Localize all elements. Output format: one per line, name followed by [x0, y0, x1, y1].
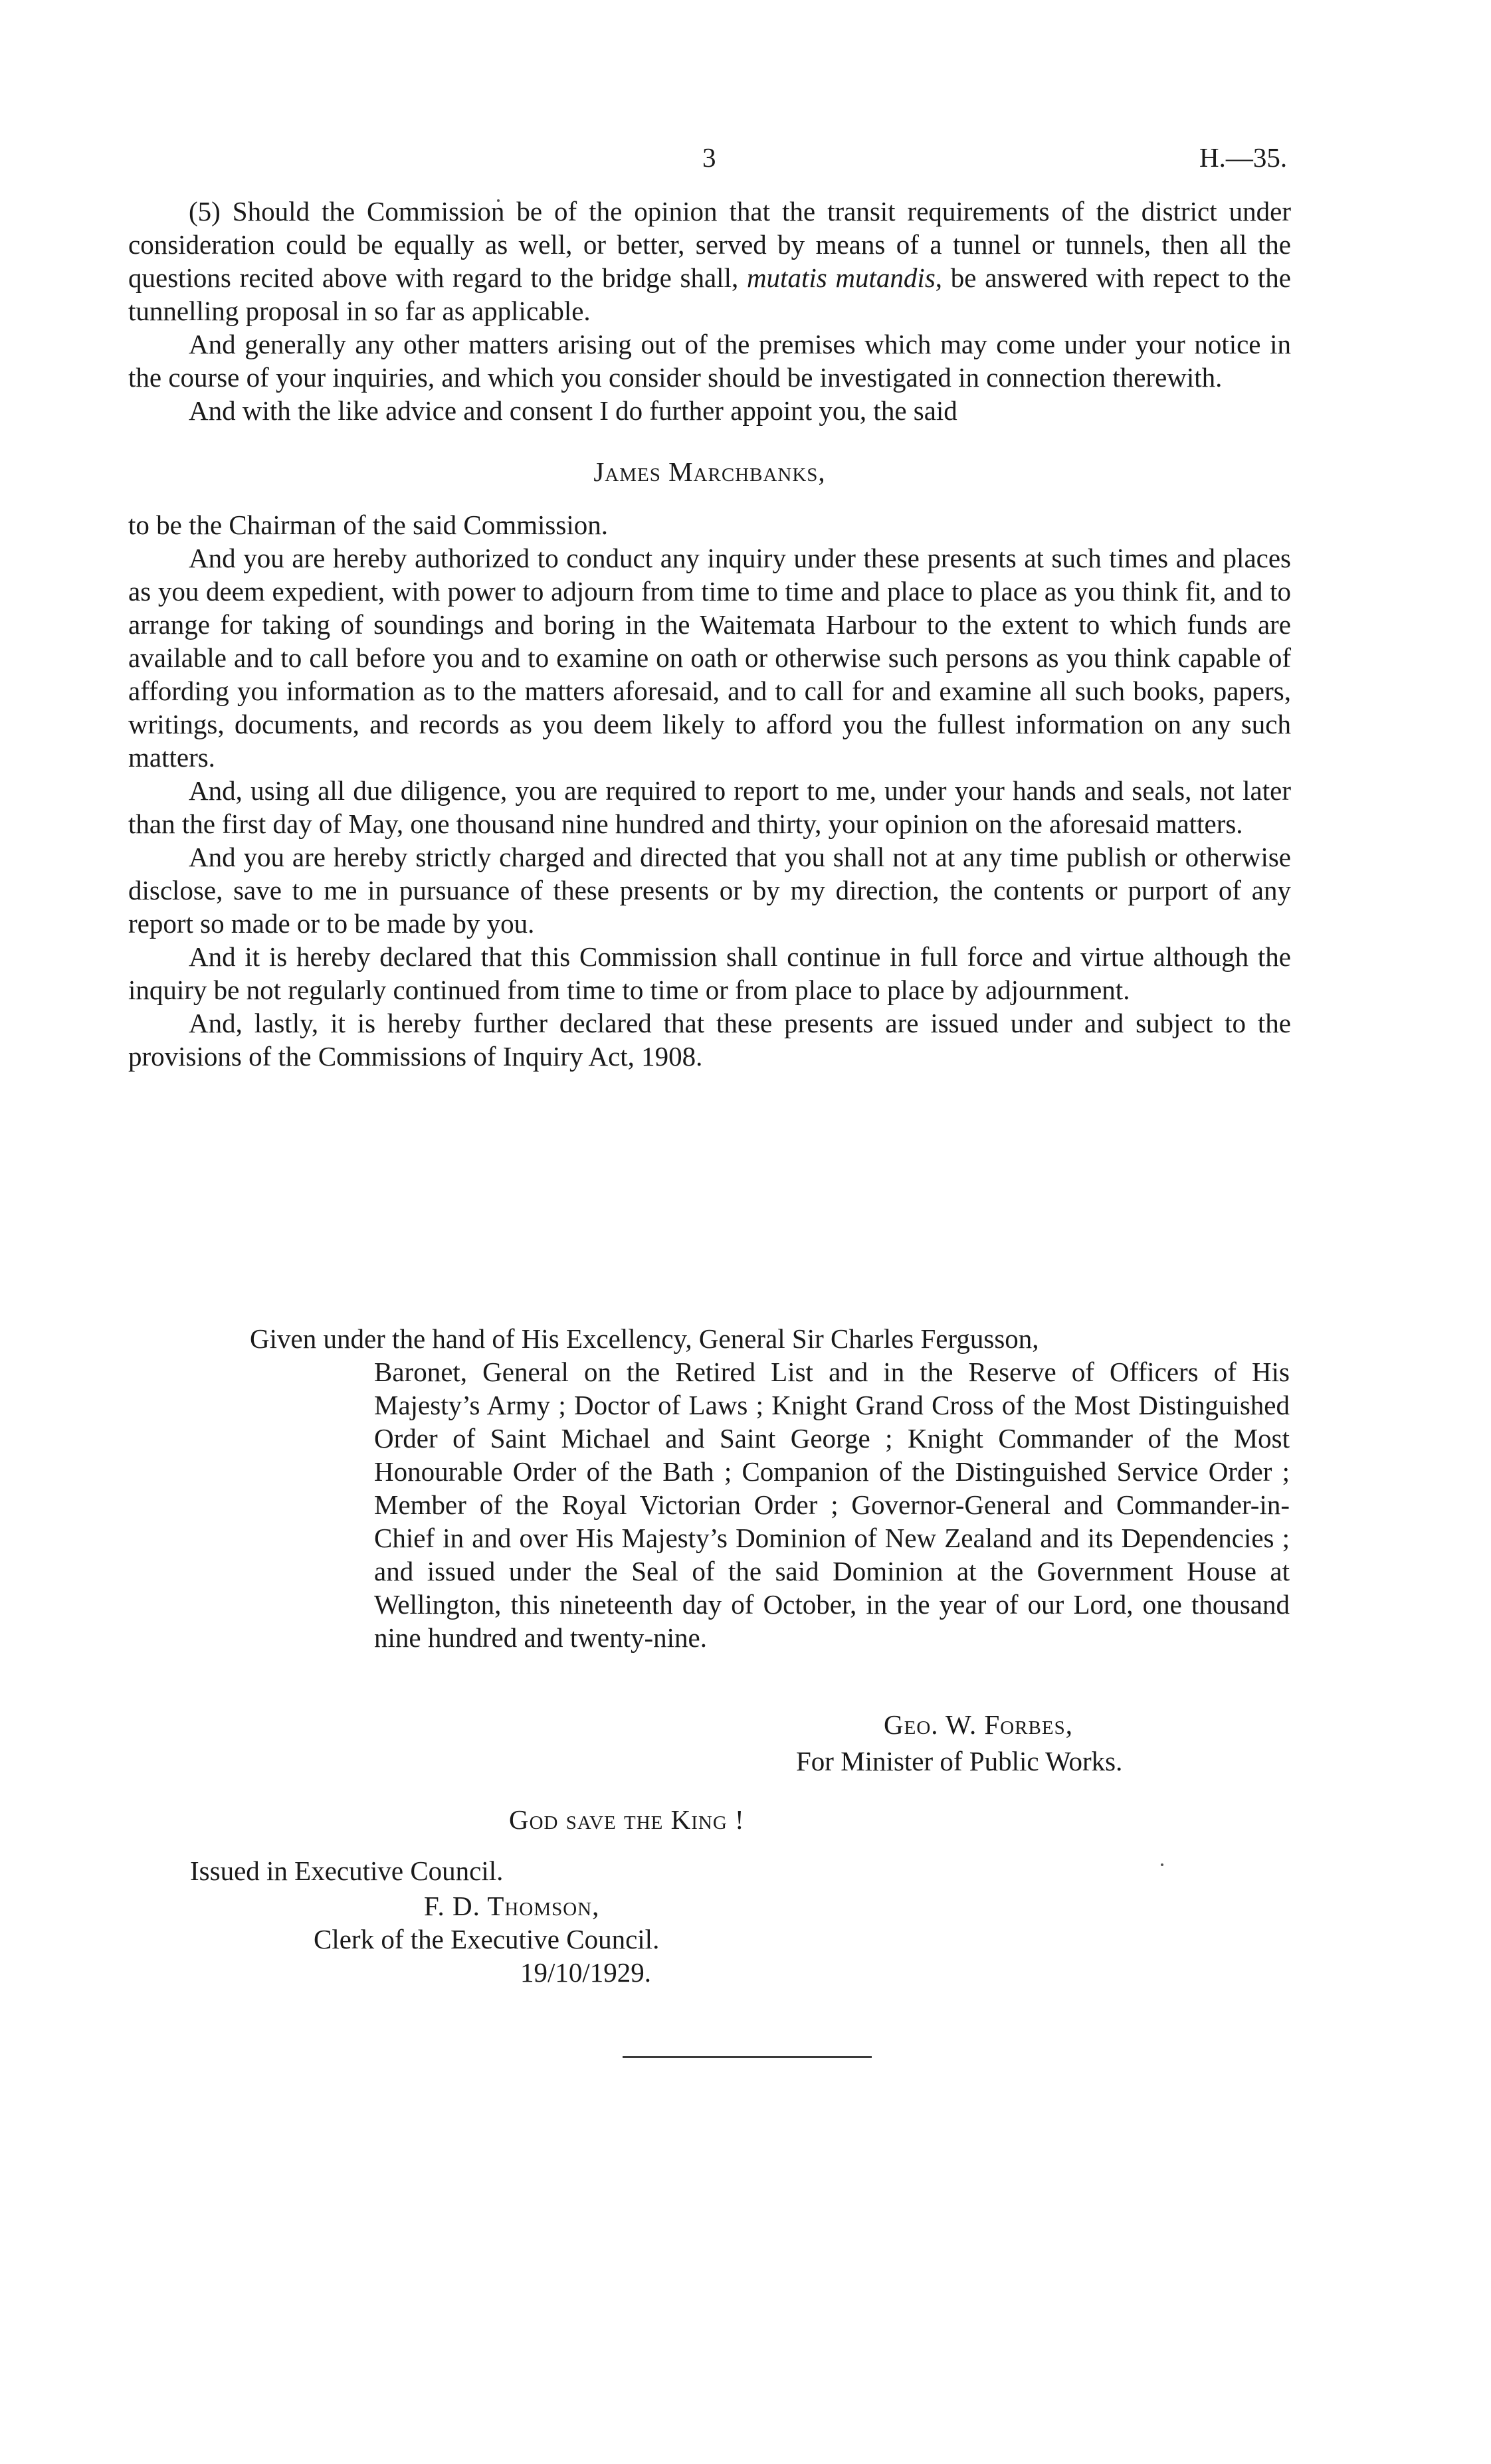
given-under-hand-block: [250, 1322, 1290, 1654]
paragraph-authorization: And you are hereby authorized to conduct any inquiry under these presents at such times and places as you deem expedient, with power to adjourn from time to time and place to place as you think fit, and to arrange for taking of soundings and boring in the Waitemata Harbour to the extent to which funds are available and to call before you and to examine on oath or otherwise such persons as you think capable of affording you information as to the matters aforesaid, and to call for and examine all such books, papers, writings, documents, and records as you deem likely to afford you the fullest information on any such matters.: [128, 543, 1291, 773]
end-rule-divider: [623, 2056, 872, 2058]
print-speck: [1161, 1863, 1163, 1866]
page-header: [0, 142, 1491, 181]
god-save-the-king: God save the King !: [509, 1804, 745, 1835]
paragraph-continuation: And it is hereby declared that this Commission shall continue in full force and virtue although the inquiry be not regularly continued from time to time or from place to place by adjournment.: [128, 941, 1291, 1005]
clerk-name: F. D. Thomson,: [424, 1891, 600, 1921]
given-first-line: Given under the hand of His Excellency, General Sir Charles Fergusson,: [250, 1323, 1039, 1354]
clerk-title: Clerk of the Executive Council.: [314, 1924, 660, 1954]
chairman-name: James Marchbanks,: [593, 456, 826, 487]
paragraph-other-matters: And generally any other matters arising out of the premises which may come under your notice in the course of your inquiries, and which you consider should be investigated in connection therewith.: [128, 329, 1291, 393]
paragraph-tunnel-question: [128, 195, 1291, 328]
paragraph-chairman: to be the Chairman of the said Commission.: [128, 510, 608, 540]
given-continuation: Baronet, General on the Retired List and in the Reserve of Officers of His Majesty’s Army ; Doctor of Laws ; Knight Grand Cross of the Most Distinguished Order of Saint Michael and Saint George ; Knight Commander of the Most Honourable Order of the Bath ; Companion of the Distinguished Service Order ; Member of the Royal Victorian Order ; Governor-General and Commander-in-Chief in and over His Majesty’s Dominion of New Zealand and its Dependencies ; and issued under the Seal of the said Dominion at the Government House at Wellington, this nineteenth day of October, in the year of our Lord, one thousand nine hundred and twenty-nine.: [374, 1357, 1290, 1653]
paragraph-tunnel-question-text: (5) Should the Commission be of the opinion that the transit requirements of the district under consideration could be equally as well, or better, served by means of a tunnel or tunnels, then all the questions recited above with regard to the bridge shall, mutatis mutandis, be answered with repect to the tunnelling proposal in so far as applicable.: [128, 196, 1291, 326]
commission-body: [128, 195, 1291, 1073]
paragraph-appointment: And with the like advice and consent I do further appoint you, the said: [189, 395, 957, 426]
latin-phrase: mutatis mutandis: [746, 262, 936, 293]
minister-signature-name: Geo. W. Forbes,: [884, 1709, 1073, 1740]
issued-in-council: Issued in Executive Council.: [190, 1855, 504, 1886]
document-reference: H.—35.: [1199, 142, 1288, 173]
issue-date: 19/10/1929.: [520, 1957, 652, 1988]
paragraph-act-reference: And, lastly, it is hereby further declared that these presents are issued under and subject to the provisions of the Commissions of Inquiry Act, 1908.: [128, 1008, 1291, 1072]
minister-signature-title: For Minister of Public Works.: [796, 1746, 1123, 1776]
page-number: 3: [702, 142, 716, 173]
paragraph-report-deadline: And, using all due diligence, you are required to report to me, under your hands and seals, not later than the first day of May, one thousand nine hundred and thirty, your opinion on the aforesaid matters.: [128, 775, 1291, 839]
paragraph-non-disclosure: And you are hereby strictly charged and directed that you shall not at any time publish or otherwise disclose, save to me in pursuance of these presents or by my direction, the contents or purport of any report so made or to be made by you.: [128, 842, 1291, 939]
